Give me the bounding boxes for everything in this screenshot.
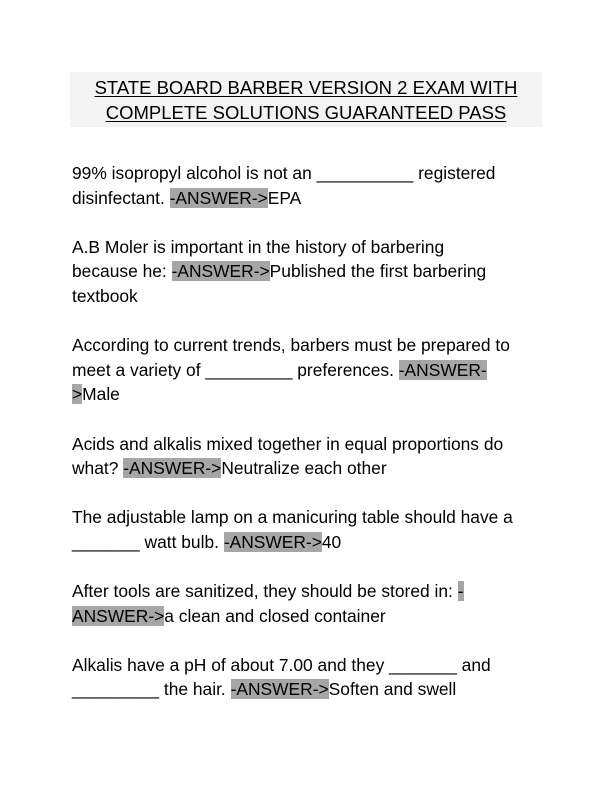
question-line bbox=[72, 677, 552, 702]
question-line bbox=[72, 530, 552, 555]
answer-marker: -ANSWER- bbox=[398, 359, 487, 380]
title-line-2: COMPLETE SOLUTIONS GUARANTEED PASS bbox=[105, 102, 507, 123]
answer-marker-end: > bbox=[72, 384, 83, 405]
answer-line bbox=[72, 604, 552, 629]
question-text: meet a variety of _________ preferences. bbox=[72, 359, 399, 380]
question-text: Acids and alkalis mixed together in equal proportions do bbox=[72, 433, 504, 454]
question-text: According to current trends, barbers must be prepared to bbox=[72, 335, 510, 356]
qa-list bbox=[72, 161, 552, 727]
title-part-a: STATE BOARD BARBER VERSION 2 EXAM bbox=[94, 77, 471, 98]
qa-item bbox=[72, 235, 552, 309]
answer-marker: -ANSWER-> bbox=[230, 679, 329, 700]
question-line bbox=[72, 259, 552, 284]
question-text: _______ watt bulb. bbox=[72, 531, 224, 552]
qa-item bbox=[72, 432, 552, 481]
question-line bbox=[72, 456, 552, 481]
answer-text-continued: textbook bbox=[72, 285, 138, 306]
answer-text: Soften and swell bbox=[328, 679, 457, 700]
question-text: A.B Moler is important in the history of barbering bbox=[72, 236, 445, 257]
question-line bbox=[72, 186, 552, 211]
question-text: what? bbox=[72, 458, 124, 479]
title-line-1 bbox=[70, 72, 542, 100]
answer-marker-end: ANSWER-> bbox=[72, 605, 165, 626]
question-text: The adjustable lamp on a manicuring table should have a bbox=[72, 507, 513, 528]
answer-text: Neutralize each other bbox=[221, 458, 387, 479]
qa-item bbox=[72, 505, 552, 554]
question-text: After tools are sanitized, they should be stored in: bbox=[72, 581, 458, 602]
question-text: disinfectant. bbox=[72, 187, 170, 208]
question-line bbox=[72, 579, 552, 604]
answer-marker: -ANSWER-> bbox=[169, 187, 268, 208]
answer-text: Published the first barbering bbox=[269, 261, 487, 282]
document-title bbox=[70, 72, 542, 127]
qa-item bbox=[72, 161, 552, 210]
answer-text: Male bbox=[82, 384, 120, 405]
answer-text: a clean and closed container bbox=[164, 605, 386, 626]
answer-line bbox=[72, 382, 552, 407]
answer-text: 40 bbox=[321, 531, 342, 552]
answer-marker: -ANSWER-> bbox=[223, 531, 322, 552]
question-text: _________ the hair. bbox=[72, 679, 231, 700]
answer-marker: -ANSWER-> bbox=[171, 261, 270, 282]
answer-marker: -ANSWER-> bbox=[123, 458, 222, 479]
question-text: because he: bbox=[72, 261, 172, 282]
answer-marker: - bbox=[457, 581, 464, 602]
question-text: Alkalis have a pH of about 7.00 and they _______ and bbox=[72, 654, 491, 675]
answer-text: EPA bbox=[267, 187, 302, 208]
qa-item bbox=[72, 579, 552, 628]
qa-item bbox=[72, 653, 552, 702]
title-part-b: WITH bbox=[470, 77, 518, 98]
question-line bbox=[72, 358, 552, 383]
question-text: 99% isopropyl alcohol is not an __________ registered bbox=[72, 163, 496, 183]
qa-item bbox=[72, 333, 552, 407]
